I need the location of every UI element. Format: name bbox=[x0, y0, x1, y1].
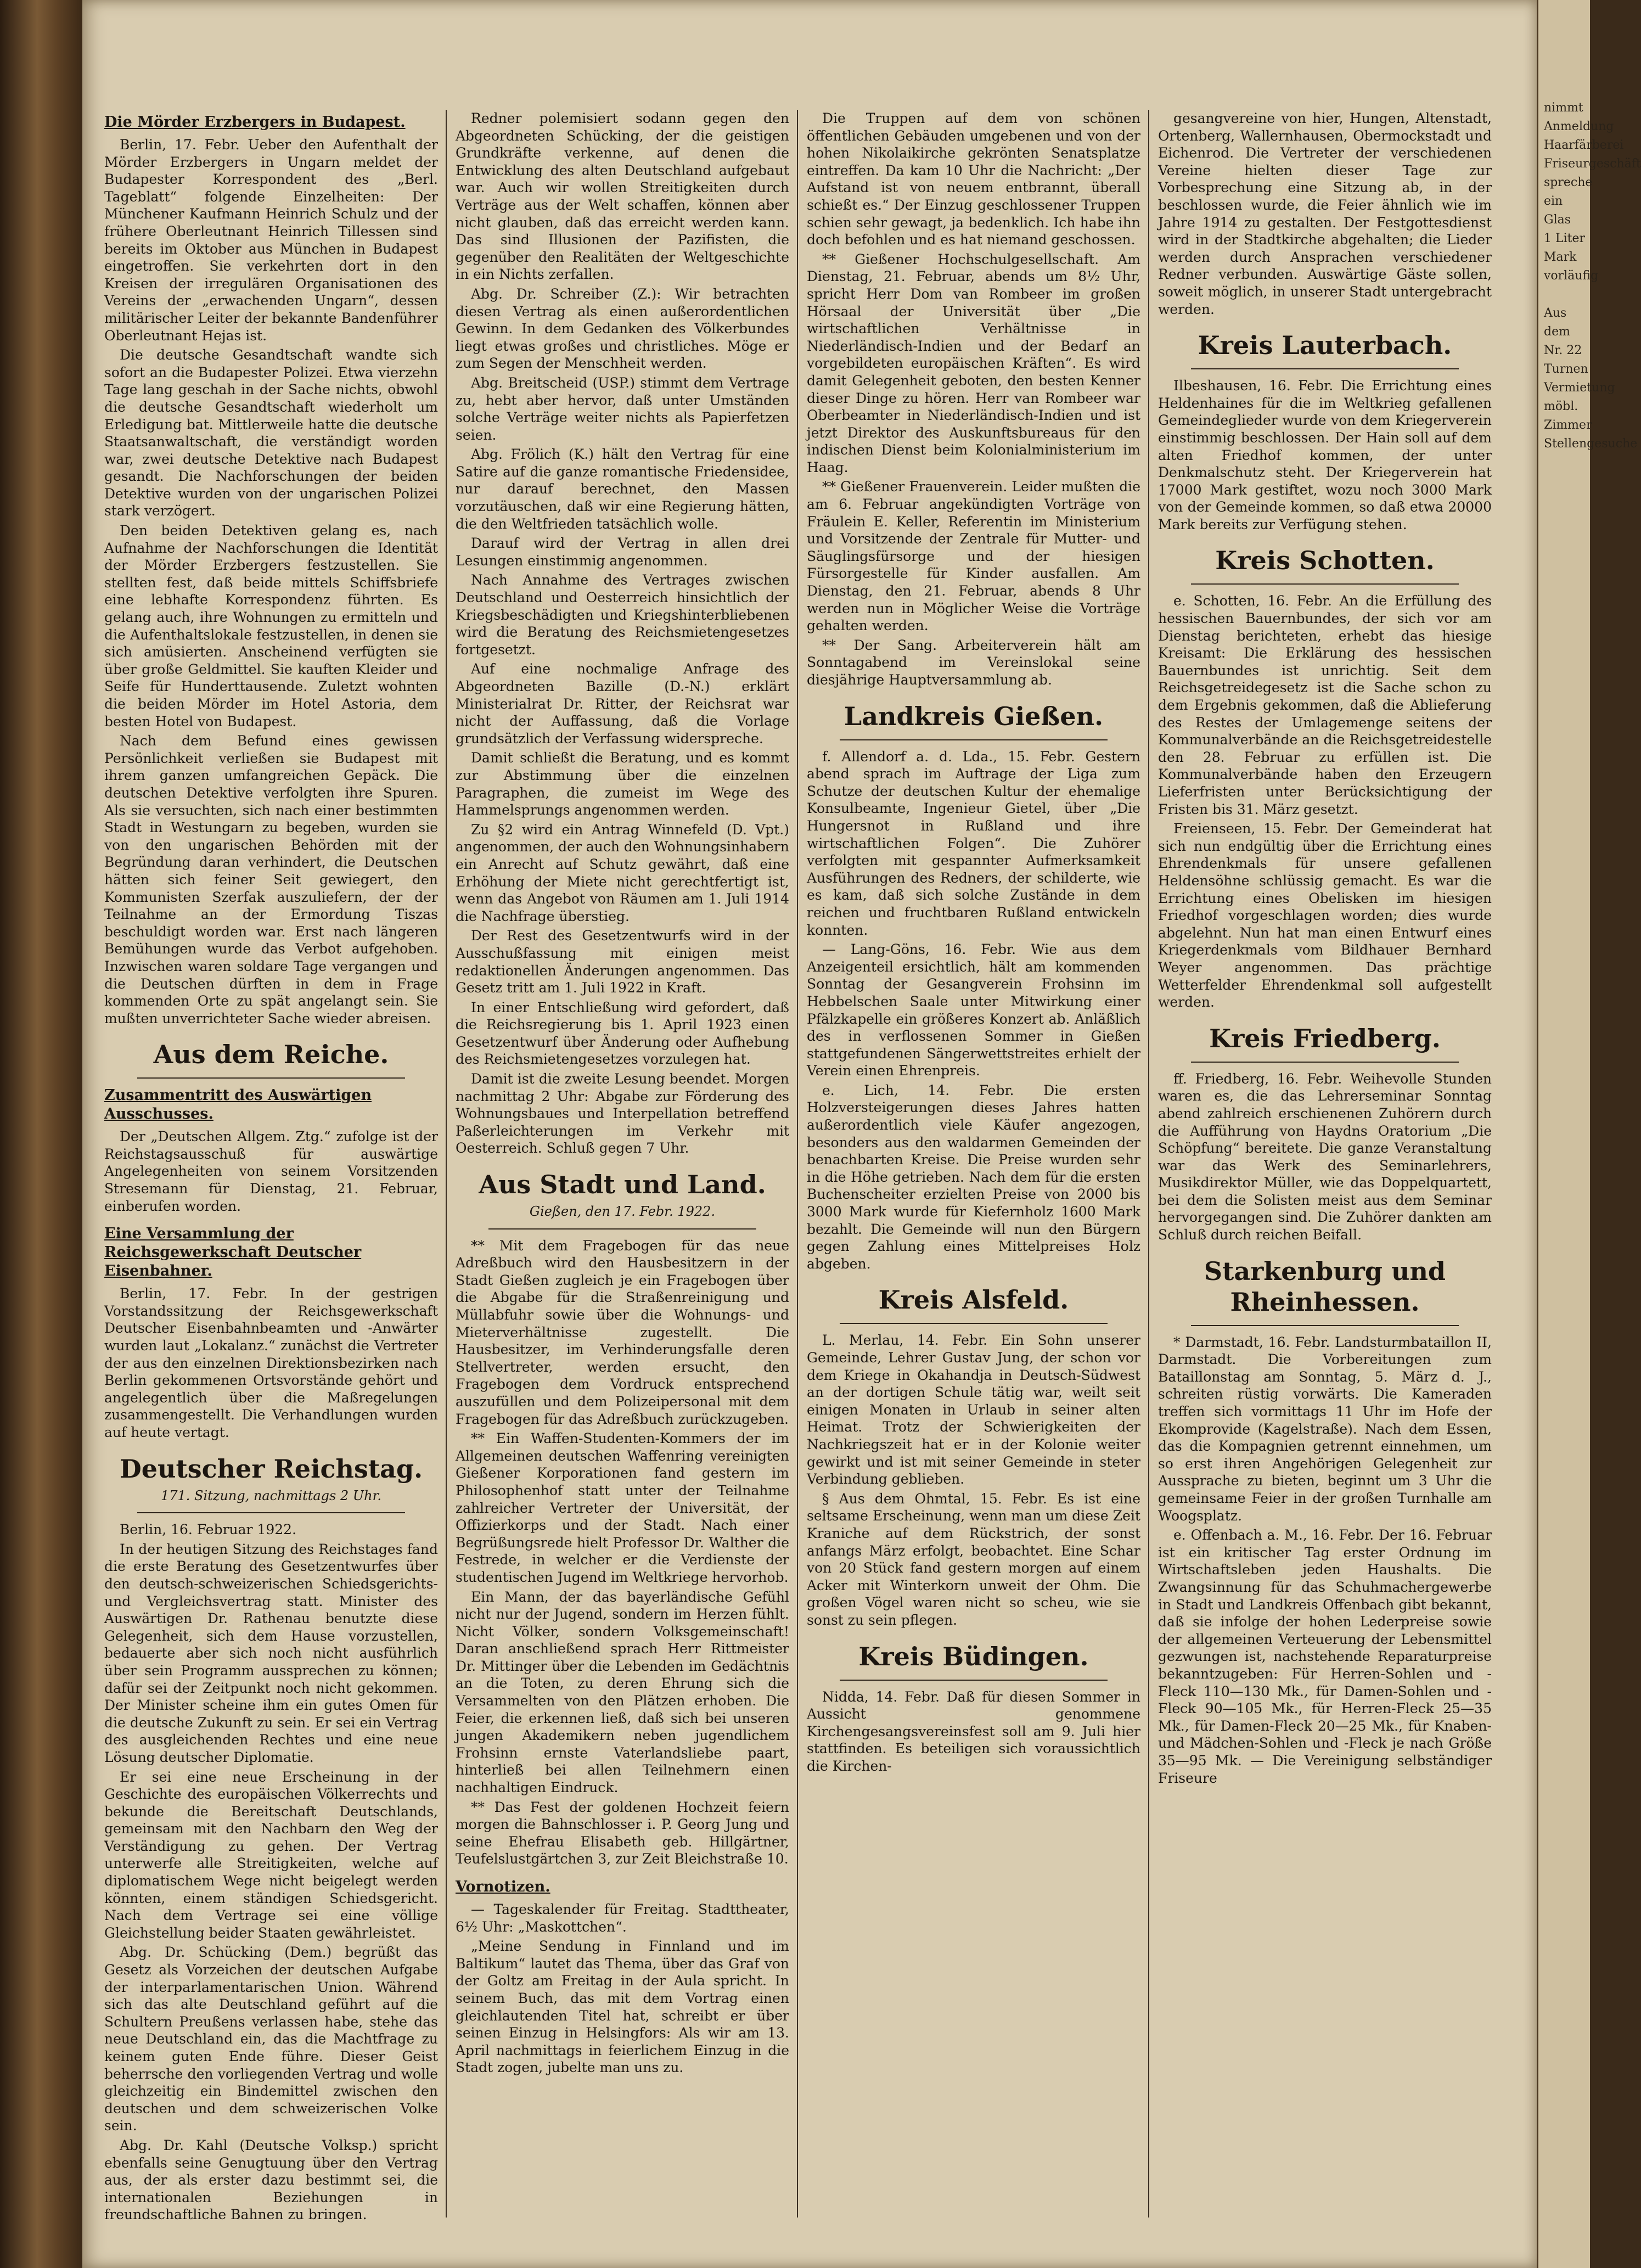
article-paragraph: Redner polemisiert sodann gegen den Abgeordneten Schücking, der die geistigen Grundkräfte verkenne, auf denen die Entwicklung des alten Deutschland aufgebaut war. Auch wir wollen Streitigkeiten durch Verträge aus der Welt schaffen, können aber nicht glauben, daß das erreicht werden kann. Das sind Illusionen der Pazifisten, die gegenüber den Realitäten der Weltgeschichte in ein Nichts zerfallen. bbox=[456, 110, 789, 283]
book-binding bbox=[0, 0, 82, 2268]
article-paragraph: Er sei eine neue Erscheinung in der Geschichte des europäischen Völkerrechts und bekunde die Bereitschaft Deutschlands, gemeinsam mit den Nachbarn den Weg der Verständigung zu gehen. Der Vertrag unterwerfe alle Streitigkeiten, welche auf diplomatischem Wege nicht beigelegt werden könnten, einem ständigen Schiedsgericht. Nach dem Vertrage sei eine völlige Gleichstellung beider Staaten gewährleistet. bbox=[104, 1769, 438, 1941]
article-paragraph: — Tageskalender für Freitag. Stadttheater, 6½ Uhr: „Maskottchen“. bbox=[456, 1901, 789, 1935]
section-heading: Kreis Alsfeld. bbox=[878, 1285, 1069, 1315]
article-paragraph: ** Gießener Hochschulgesellschaft. Am Dienstag, 21. Februar, abends um 8½ Uhr, spricht Herr Dom van Rombeer im großen Hörsaal der Universität über „Die wirtschaftlichen Verhältnisse in Niederländisch-Indien und der Bedarf an vorgebildeten europäischen Kräften“. Es wird damit Gelegenheit geboten, den besten Kenner dieser Dinge zu hören. Herr van Rombeer war Oberbeamter in Niederländisch-Indien und ist jetzt Direktor des Auskunftsbureaus für den indischen Dienst beim Kolonialministerium im Haag. bbox=[807, 251, 1140, 475]
article-paragraph: Ilbeshausen, 16. Febr. Die Errichtung eines Heldenhaines für die im Weltkrieg gefallenen Gemeindeglieder wurde von dem Kriegerverein einstimmig beschlossen. Der Hain soll auf dem alten Friedhof kommen, der unter Denkmalschutz steht. Der Kriegerverein hat 17000 Mark gestiftet, wozu noch 3000 Mark von der Gemeinde kommen, so daß etwa 20000 Mark bereits zur Verfügung stehen. bbox=[1158, 378, 1492, 532]
adjacent-page-fragments: nimmt Anmeldung Haarfärberei Friseurgeschäft spreche ein Glas 1 Liter Mark vorläufig Aus dem Nr. 22 Turnen Vermietung möbl. Zimmer Stellengesuche bbox=[1544, 101, 1641, 451]
article-paragraph: ** Der Sang. Arbeiterverein hält am Sonntagabend im Vereinslokal seine diesjährige Hauptversammlung ab. bbox=[807, 637, 1140, 688]
article bbox=[104, 1521, 438, 2224]
article-paragraph: Abg. Frölich (K.) hält den Vertrag für eine Satire auf die ganze romantische Friedensidee, nur darauf berechnet, den Massen vorzutäuschen, daß wir eine Regierung hätten, die den Weltfrieden tatsächlich wolle. bbox=[456, 446, 789, 532]
article-paragraph: gesangvereine von hier, Hungen, Altenstadt, Ortenberg, Wallernhausen, Obermockstadt und Eichenrod. Die Vertreter der verschiedenen Vereine hielten dieser Tage zur Vorbesprechung eine Sitzung ab, in der beschlossen wurde, die Feier ähnlich wie im Jahre 1914 zu gestalten. Der Festgottesdienst wird in der Stadtkirche abgehalten; die Lieder werden durch Ansprachen verschiedener Redner verbunden. Auswärtige Gäste sollen, soweit möglich, in unserer Stadt untergebracht werden. bbox=[1158, 110, 1492, 317]
article-paragraph: ** Gießener Frauenverein. Leider mußten die am 6. Februar angekündigten Vorträge von Fräulein E. Keller, Referentin im Ministerium und Vorsitzende der Zentrale für Mutter- und Säuglingsfürsorge und der hiesigen Fürsorgestelle für Kinder ausfallen. Am Dienstag, den 21. Februar, abends 8 Uhr werden nun in Möglicher Weise die Vorträge gehalten werden. bbox=[807, 479, 1140, 634]
article-paragraph: Zu §2 wird ein Antrag Winnefeld (D. Vpt.) angenommen, der auch den Wohnungsinhabern ein Anrecht auf Schutz gewährt, daß eine Erhöhung der Miete nicht gerechtfertigt ist, wenn das Angebot von Räumen am 1. Juli 1914 die Nachfrage überstieg. bbox=[456, 821, 789, 924]
article bbox=[104, 113, 438, 1027]
article-paragraph: Der „Deutschen Allgem. Ztg.“ zufolge ist der Reichstagsausschuß für auswärtige Angelegenheiten von seinem Vorsitzenden Stresemann für Dienstag, 21. Februar, einberufen worden. bbox=[104, 1129, 438, 1214]
article bbox=[807, 110, 1140, 689]
section-divider bbox=[840, 1323, 1108, 1324]
section-heading: Aus dem Reiche. bbox=[153, 1040, 389, 1070]
section-divider bbox=[488, 1228, 756, 1230]
section-subheading: Gießen, den 17. Febr. 1922. bbox=[529, 1204, 716, 1220]
article-paragraph: Der Rest des Gesetzentwurfs wird in der Ausschußfassung mit einigen meist redaktionellen Änderungen angenommen. Das Gesetz tritt am 1. Juli 1922 in Kraft. bbox=[456, 928, 789, 996]
article-paragraph: Berlin, 17. Febr. In der gestrigen Vorstandssitzung der Reichsgewerkschaft Deutscher Eisenbahnbeamten und -Anwärter wurden laut „Lokalanz.“ zunächst die Vertreter der aus den einzelnen Direktionsbezirken nach Berlin gekommenen Ortsvorstände gehört und angelegentlich über die Maßregelungen zusammengestellt. Die Verhandlungen wurden auf heute vertagt. bbox=[104, 1285, 438, 1440]
article bbox=[456, 1237, 789, 1868]
section-divider bbox=[137, 1077, 405, 1079]
article-paragraph: Die deutsche Gesandtschaft wandte sich sofort an die Budapester Polizei. Etwa vierzehn Tage lang geschah in der Sache nichts, obwohl die deutsche Gesandtschaft wiederholt um Erledigung bat. Mittlerweile hatte die deutsche Staatsanwaltschaft, die verständigt worden war, zwei deutsche Detektive nach Budapest gesandt. Die Nachforschungen der beiden Detektive wurden von der ungarischen Polizei stark verzögert. bbox=[104, 347, 438, 519]
section-divider bbox=[1191, 1325, 1459, 1326]
article bbox=[807, 748, 1140, 1273]
article-paragraph: — Lang-Göns, 16. Febr. Wie aus dem Anzeigenteil ersichtlich, hält am kommenden Sonntag der Gesangverein Frohsinn im Hebbelschen Saale unter Mitwirkung einer Pfälzkapelle ein größeres Konzert ab. Anläßlich des in verflossenen Sommer in Gießen stattgefundenen Sängerwettstreites erhielt der Verein einen Ehrenpreis. bbox=[807, 941, 1140, 1079]
article-headline: Zusammentritt des Auswärtigen Ausschusses. bbox=[104, 1087, 372, 1123]
article-paragraph: Berlin, 17. Febr. Ueber den Aufenthalt der Mörder Erzbergers in Ungarn meldet der Budapester Korrespondent des „Berl. Tageblatt“ folgende Einzelheiten: Der Münchener Kaufmann Heinrich Schulz und der frühere Oberleutnant Heinrich Tillessen sind bereits im Oktober aus München in Budapest eingetroffen. Sie verkehrten dort in den Kreisen der irregulären Organisationen des Vereins der „erwachenden Ungarn“, dessen militärischer Leiter der bekannte Bandenführer Oberleutnant Hejas ist. bbox=[104, 137, 438, 344]
article-paragraph: Ein Mann, der das bayerländische Gefühl nicht nur der Jugend, sondern im Herzen fühlt. Nicht Völker, sondern Volksgemeinschaft! Daran anschließend sprach Herr Rittmeister Dr. Mittinger über die Lebenden im Gedächtnis an die Toten, zu deren Ehrung sich die Versammelten von den Plätzen erhoben. Die Feier, die erkennen ließ, daß sich bei unseren jungen Akademikern neben jugendlichem Frohsinn ernste Vaterlandsliebe paart, hinterließ bei allen Teilnehmern einen nachhaltigen Eindruck. bbox=[456, 1588, 789, 1796]
column-2 bbox=[456, 110, 789, 2218]
column-rule bbox=[797, 110, 798, 2218]
article-paragraph: ** Ein Waffen-Studenten-Kommers der im Allgemeinen deutschen Waffenring vereinigten Gießener Korporationen fand gestern im Philosophenhof statt unter der Teilnahme zahlreicher Vertreter der Universität, der Offizierkorps und der Stadt. Nach einer Begrüßungsrede hielt Professor Dr. Walther die Festrede, in welcher er die Verdienste der studentischen Jugend im Weltkriege hervorhob. bbox=[456, 1430, 789, 1585]
article-paragraph: ff. Friedberg, 16. Febr. Weihevolle Stunden waren es, die das Lehrerseminar Sonntag abend zahlreich erschienenen Zuhörern durch die Aufführung von Haydns Oratorium „Die Schöpfung“ bereitete. Die ganze Veranstaltung war das Werk des Seminarlehrers, Musikdirektor Müller, wie das Doppelquartett, bei dem die Solisten meist aus dem Seminar hervorgegangen sind. Die Zuhörer dankten am Schluß durch reichen Beifall. bbox=[1158, 1070, 1492, 1243]
article-paragraph: Nach Annahme des Vertrages zwischen Deutschland und Oesterreich hinsichtlich der Kriegsbeschädigten und Kriegshinterbliebenen wird die Beratung des Reichsmietengesetzes fortgesetzt. bbox=[456, 572, 789, 658]
article-paragraph: Den beiden Detektiven gelang es, nach Aufnahme der Nachforschungen die Identität der Mörder Erzbergers festzustellen. Sie stellten fest, daß beide mittels Schiffsbriefe eine lebhafte Korrespondenz führten. Es gelang auch, ihre Wohnungen zu ermitteln und die Aufenthaltslokale festzustellen, in denen sie sich amüsierten. Anscheinend verfügten sie über große Geldmittel. Sie kauften Kleider und Seife für Hunderttausende. Zuletzt wohnten die beiden Mörder im Hotel Astoria, dem besten Hotel von Budapest. bbox=[104, 523, 438, 729]
section-divider bbox=[1191, 368, 1459, 369]
section-heading: Landkreis Gießen. bbox=[844, 701, 1104, 731]
article-paragraph: Abg. Dr. Kahl (Deutsche Volksp.) spricht ebenfalls seine Genugtuung über den Vertrag aus, der als erster dazu bestimmt sei, die internationalen Beziehungen in freundschaftliche Bahnen zu bringen. bbox=[104, 2137, 438, 2223]
article-paragraph: Abg. Dr. Schreiber (Z.): Wir betrachten diesen Vertrag als einen außerordentlichen Gewinn. In dem Gedanken des Völkerbundes liegt etwas großes und christliches. Möge er zum Segen der Menschheit werden. bbox=[456, 285, 789, 372]
article-paragraph: e. Schotten, 16. Febr. An die Erfüllung des hessischen Bauernbundes, der sich vor am Dienstag berichteten, erhebt das hiesige Kreisamt: Die Erklärung des hessischen Bauernbundes ist unrichtig. Seit dem Reichsgetreidegesetz ist die Sache schon zu dem Ergebnis gekommen, daß die Ablieferung des Restes der Umlagemenge seitens der Kommunalverbände an die Reichsgetreidestelle den 28. Februar zu erfüllen ist. Die Kommunalverbände haben den Erzeugern Lieferfristen unter Berücksichtigung der Fristen bis 31. März gesetzt. bbox=[1158, 593, 1492, 817]
column-rule bbox=[1148, 110, 1149, 2218]
section-heading: Kreis Lauterbach. bbox=[1198, 330, 1452, 361]
article-paragraph: * Darmstadt, 16. Febr. Landsturmbataillon II, Darmstadt. Die Vorbereitungen zum Bataillonstag am Sonntag, 5. März d. J., schreiten rüstig vorwärts. Die Kameraden treffen sich vormittags 11 Uhr im Hofe der Ekomprovide (Kagelstraße). Nach dem Essen, das die Kompagnien getrennt einnehmen, um so erst ihren Angehörigen Gelegenheit zur Aussprache zu bieten, beginnt um 3 Uhr die gemeinsame Feier in der großen Turnhalle am Woogsplatz. bbox=[1158, 1334, 1492, 1524]
article-headline: Eine Versammlung der Reichsgewerkschaft Deutscher Eisenbahner. bbox=[104, 1225, 362, 1280]
article bbox=[1158, 110, 1492, 318]
article-paragraph: f. Allendorf a. d. Lda., 15. Febr. Gestern abend sprach im Auftrage der Liga zum Schutze der deutschen Kultur der ehemalige Konsulbeamte, Ingenieur Gietel, über „Die Hungersnot in Rußland und ihre wirtschaftlichen Folgen“. Die Zuhörer verfolgten mit gespannter Aufmerksamkeit Ausführungen des Redners, der schilderte, wie es kam, daß sich solche Zustände in dem reichen und fruchtbaren Rußland entwickeln konnten. bbox=[807, 748, 1140, 938]
article-paragraph: In einer Entschließung wird gefordert, daß die Reichsregierung bis 1. April 1923 einen Gesetzentwurf über Änderung oder Aufhebung des Reichsmietengesetzes vorzulegen hat. bbox=[456, 999, 789, 1068]
article-paragraph: Abg. Dr. Schücking (Dem.) begrüßt das Gesetz als Vorzeichen der deutschen Aufgabe der interparlamentarischen Union. Während sich das alte Deutschland geführt auf die Schultern Preußens verlassen habe, stehe das neue Deutschland ein, das die Machtfrage zu keinem guten Ende führe. Dieser Geist beherrsche den vorliegenden Vertrag und wolle gleichzeitig ein Bindemittel zwischen den deutschen und dem schweizerischen Volke sein. bbox=[104, 1944, 438, 2134]
article-paragraph: Freienseen, 15. Febr. Der Gemeinderat hat sich nun endgültig über die Errichtung eines Ehrendenkmals für unsere gefallenen Heldensöhne schlüssig gemacht. Es war die Errichtung eines Obelisken im hiesigen Friedhof vorgeschlagen worden; dies wurde abgelehnt. Nun hat man einen Entwurf eines Kriegerdenkmals vom Bildhauer Bernhard Weyer angenommen. Das prächtige Wetterfelder Ehrendenkmal soll aufgestellt werden. bbox=[1158, 821, 1492, 1011]
article-paragraph: L. Merlau, 14. Febr. Ein Sohn unserer Gemeinde, Lehrer Gustav Jung, der schon vor dem Kriege in Okahandja in Deutsch-Südwest an der dortigen Schule tätig war, weilt seit einigen Monaten in Urlaub in seiner alten Heimat. Trotz der Schwierigkeiten der Nachkriegszeit hat er in der Kolonie weiter gewirkt und ist mit seiner Gemeinde in steter Verbindung geblieben. bbox=[807, 1332, 1140, 1487]
article bbox=[1158, 592, 1492, 1011]
section-heading: Aus Stadt und Land. bbox=[479, 1170, 766, 1200]
section-heading: Kreis Büdingen. bbox=[858, 1641, 1089, 1671]
column-rule bbox=[446, 110, 447, 2218]
article-paragraph: Auf eine nochmalige Anfrage des Abgeordneten Bazille (D.-N.) erklärt Ministerialrat Dr. Ritter, der Reichsrat war nicht der Auffassung, daß die Vorlage grundsätzlich der Verfassung widerspreche. bbox=[456, 661, 789, 746]
section-heading: Kreis Schotten. bbox=[1215, 546, 1435, 576]
article-paragraph: ** Mit dem Fragebogen für das neue Adreßbuch wird den Hausbesitzern in der Stadt Gießen zugleich je ein Fragebogen über die Abgabe für die Straßenreinigung und Müllabfuhr sowie über die Wohnungs- und Mieterverhältnisse zugestellt. Die Hausbesitzer, im Verhinderungsfalle deren Stellvertreter, werden ersucht, den Fragebogen dem Vordruck entsprechend auszufüllen und dem Polizeipersonal mit dem Fragebogen für das Adreßbuch zurückzugeben. bbox=[456, 1237, 789, 1427]
article-paragraph: Berlin, 16. Februar 1922. bbox=[120, 1522, 297, 1538]
article-paragraph: e. Lich, 14. Febr. Die ersten Holzversteigerungen dieses Jahres hatten außerordentlich viele Käufer angezogen, besonders aus den waldarmen Gemeinden der benachbarten Kreise. Die Preise wurden sehr in die Höhe getrieben. Nach dem für die ersten Buchenscheiter erzielten Preise von 2000 bis 3000 Mark wurde für Kiefernholz 1600 Mark bezahlt. Die Gemeinde will nun den Bürgern gegen Zahlung eines Mittelpreises Holz abgeben. bbox=[807, 1082, 1140, 1272]
article-paragraph: Die Truppen auf dem von schönen öffentlichen Gebäuden umgebenen und von der hohen Nikolaikirche gekrönten Senatsplatze eintreffen. Da kam 10 Uhr die Nachricht: „Der Aufstand ist von neuem entbrannt, überall schießt es.“ Der Einzug geschlossener Truppen schien sehr gewagt, ja bedenklich. Ich habe ihn doch befohlen und es hat niemand geschossen. bbox=[807, 110, 1140, 248]
section-heading: Kreis Friedberg. bbox=[1209, 1023, 1441, 1053]
article bbox=[104, 1086, 438, 1215]
column-3 bbox=[807, 110, 1140, 2218]
article-paragraph: Nidda, 14. Febr. Daß für diesen Sommer in Aussicht genommene Kirchengesangsvereinsfest soll am 9. Juli hier stattfinden. Es beteiligen sich voraussichtlich die Kirchen- bbox=[807, 1688, 1140, 1774]
article bbox=[456, 1878, 789, 2076]
article bbox=[456, 110, 789, 1157]
article-paragraph: e. Offenbach a. M., 16. Febr. Der 16. Februar ist ein kritischer Tag erster Ordnung im Wirtschaftsleben jeden Haushalts. Die Zwangsinnung für das Schuhmachergewerbe in Stadt und Landkreis Offenbach gibt bekannt, daß sie infolge der hohen Lederpreise sowie der allgemeinen Verteuerung der Lebensmittel gezwungen ist, nachstehende Reparaturpreise bekanntzugeben: Für Herren-Sohlen und -Fleck 110—130 Mk., für Damen-Sohlen und -Fleck 90—105 Mk., für Herren-Fleck 25—35 Mk., für Damen-Fleck 20—25 Mk., für Knaben- und Mädchen-Sohlen und -Fleck je nach Größe 35—95 Mk. — Die Vereinigung selbständiger Friseure bbox=[1158, 1527, 1492, 1786]
article bbox=[1158, 1070, 1492, 1244]
article-paragraph: ** Das Fest der goldenen Hochzeit feiern morgen die Bahnschlosser i. P. Georg Jung und seine Ehefrau Elisabeth geb. Hillgärtner, Teufelslustgärtchen 3, zur Zeit Bleichstraße 10. bbox=[456, 1799, 789, 1867]
article-paragraph: In der heutigen Sitzung des Reichstages fand die erste Beratung des Gesetzentwurfes über den deutsch-schweizerischen Schiedsgerichts- und Vergleichsvertrag statt. Minister des Auswärtigen Dr. Rathenau benutzte diese Gelegenheit, sich dem Hause vorzustellen, bedauerte aber sich noch nicht ausführlich über sein Programm aussprechen zu können; dafür sei der Zeitpunkt noch nicht gekommen. Der Minister scheine ihm ein gutes Omen für die deutsche Zukunft zu sein. Er sei ein Vertrag des ausgleichenden Rechtes und eine neue Lösung deutscher Diplomatie. bbox=[104, 1541, 438, 1765]
article-paragraph: „Meine Sendung in Finnland und im Baltikum“ lautet das Thema, über das Graf von der Goltz am Freitag in der Aula spricht. In seinem Buch, das mit dem Vortrag einen gleichlautenden Titel hat, schreibt er über seinen Einzug in Helsingfors: Als wir am 13. April nachmittags in feierlichem Einzug in die Stadt zogen, jubelte man uns zu. bbox=[456, 1938, 789, 2076]
article-paragraph: § Aus dem Ohmtal, 15. Febr. Es ist eine seltsame Erscheinung, wenn man um diese Zeit Kraniche auf dem Rückstrich, der sonst anfangs März erfolgt, beobachtet. Eine Schar von 20 Stück fand gestern morgen auf einem Acker mit Winterkorn unweit der Ohm. Die großen Vögel waren nicht so scheu, wie sie sonst zu sein pflegen. bbox=[807, 1490, 1140, 1628]
article bbox=[1158, 377, 1492, 533]
section-heading: Starkenburg und Rheinhessen. bbox=[1204, 1256, 1446, 1317]
article-paragraph: Damit ist die zweite Lesung beendet. Morgen nachmittag 2 Uhr: Abgabe zur Förderung des Wohnungsbaues und Interpellation betreffend Paßerleichterungen im Verkehr mit Oesterreich. Schluß gegen 7 Uhr. bbox=[456, 1071, 789, 1157]
article bbox=[807, 1332, 1140, 1629]
section-divider bbox=[1191, 1062, 1459, 1063]
section-subheading: 171. Sitzung, nachmittags 2 Uhr. bbox=[160, 1487, 382, 1503]
section-divider bbox=[840, 739, 1108, 740]
section-divider bbox=[137, 1512, 405, 1513]
section-divider bbox=[840, 1680, 1108, 1681]
article-paragraph: Damit schließt die Beratung, und es kommt zur Abstimmung über die einzelnen Paragraphen, die zumeist im Wege des Hammelsprungs angenommen werden. bbox=[456, 750, 789, 818]
column-1 bbox=[104, 110, 438, 2223]
article-paragraph: Abg. Breitscheid (USP.) stimmt dem Vertrage zu, hebt aber hervor, daß unter Umständen solche Verträge weiter nichts als Papierfetzen seien. bbox=[456, 374, 789, 443]
article bbox=[807, 1688, 1140, 1775]
article-headline: Die Mörder Erzbergers in Budapest. bbox=[104, 114, 406, 131]
article bbox=[1158, 1334, 1492, 1787]
adjacent-page-strip bbox=[1537, 0, 1641, 2268]
section-divider bbox=[1191, 583, 1459, 585]
column-4 bbox=[1158, 110, 1492, 2218]
article-headline: Vornotizen. bbox=[456, 1878, 550, 1895]
article-paragraph: Darauf wird der Vertrag in allen drei Lesungen einstimmig angenommen. bbox=[456, 535, 789, 569]
article-paragraph: Nach dem Befund eines gewissen Persönlichkeit verließen sie Budapest mit ihrem ganzen umfangreichen Gepäck. Die deutschen Detektive verfolgten ihre Spuren. Als sie versuchten, sich nach einer bestimmten Stadt in Westungarn zu begeben, wurden sie von den ungarischen Behörden mit der Begründung daran verhindert, die Deutschen hätten sich feiner Seit gewiegert, den Kommunisten Szerfak auszuliefern, der der Teilnahme an der Ermordung Tiszas beschuldigt worden war. Erst nach längeren Bemühungen wurde das Verbot aufgehoben. Inzwischen waren soldare Tage vergangen und die Deutschen dürften in dem in Frage kommenden Orte zu spät angelangt sein. Sie mußten unverrichteter Sache wieder abreisen. bbox=[104, 733, 438, 1026]
section-heading: Deutscher Reichstag. bbox=[119, 1453, 423, 1484]
article bbox=[104, 1225, 438, 1441]
